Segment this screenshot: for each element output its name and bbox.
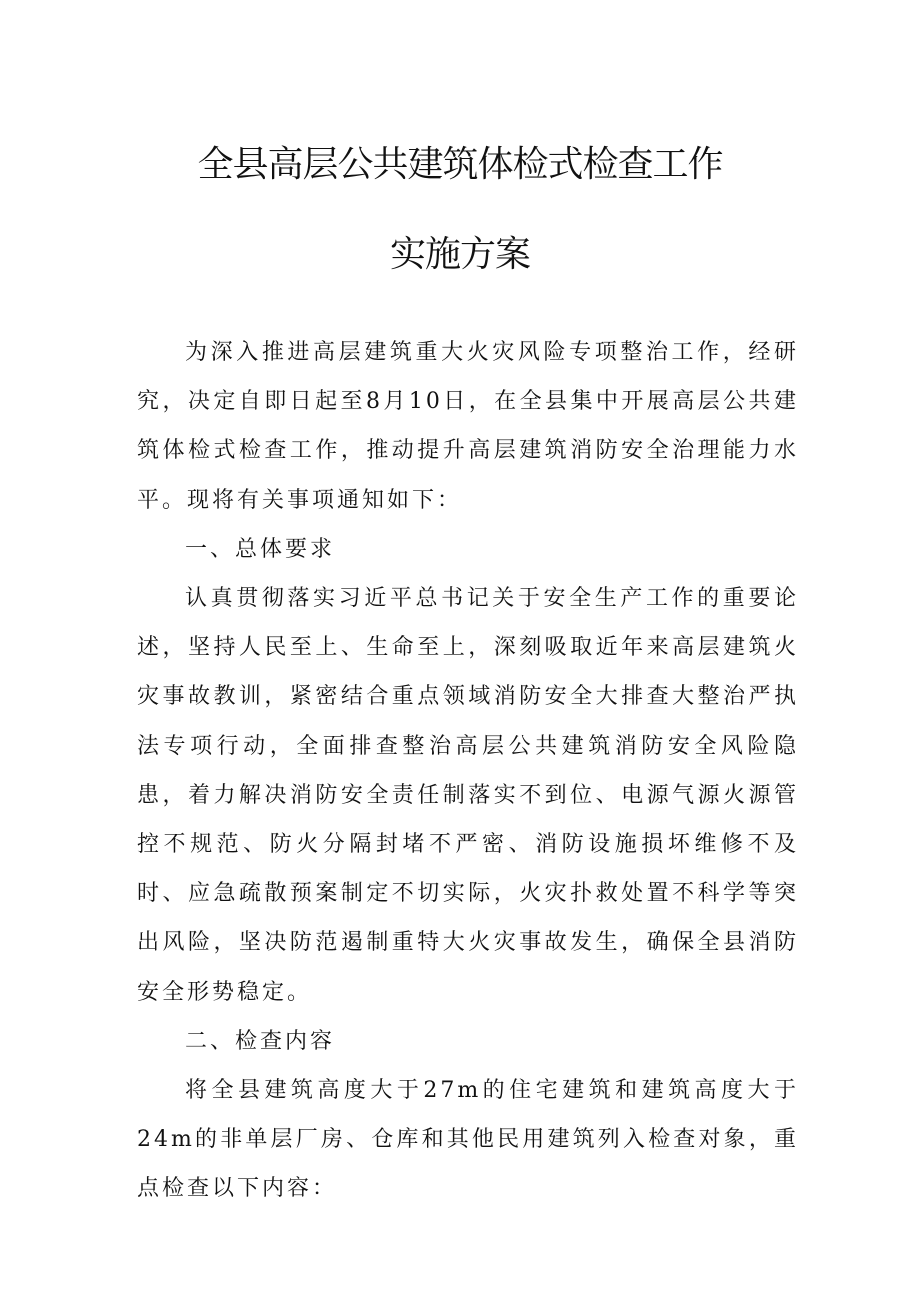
general-requirements-paragraph: 认真贯彻落实习近平总书记关于安全生产工作的重要论述，坚持人民至上、生命至上，深刻吸取近年来高层建筑火灾事故教训，紧密结合重点领域消防安全大排查大整治严执法专项行动，全面排查整治高层公共建筑消防安全风险隐患，着力解决消防安全责任制落实不到位、电源气源火源管控不规范、防火分隔封堵不严密、消防设施损坏维修不及时、应急疏散预案制定不切实际，火灾扑救处置不科学等突出风险，坚决防范遏制重特大火灾事故发生，确保全县消防安全形势稳定。 [137,586,799,1005]
document-title-line2: 实施方案 [389,234,530,275]
section-heading-inspection-content: 二、检查内容 [185,1028,336,1054]
document-title-line1: 全县高层公共建筑体检式检查工作 [197,144,723,185]
inspection-content-paragraph: 将全县建筑高度大于27m的住宅建筑和建筑高度大于24m的非单层厂房、仓库和其他民用建筑列入检查对象，重点检查以下内容： [137,1078,799,1202]
intro-paragraph: 为深入推进高层建筑重大火灾风险专项整治工作，经研究，决定自即日起至8月10日，在全县集中开展高层公共建筑体检式检查工作，推动提升高层建筑消防安全治理能力水平。现将有关事项通知如下： [137,340,799,513]
document-body [137,328,799,1214]
section-heading-general-requirements: 一、总体要求 [185,536,336,562]
